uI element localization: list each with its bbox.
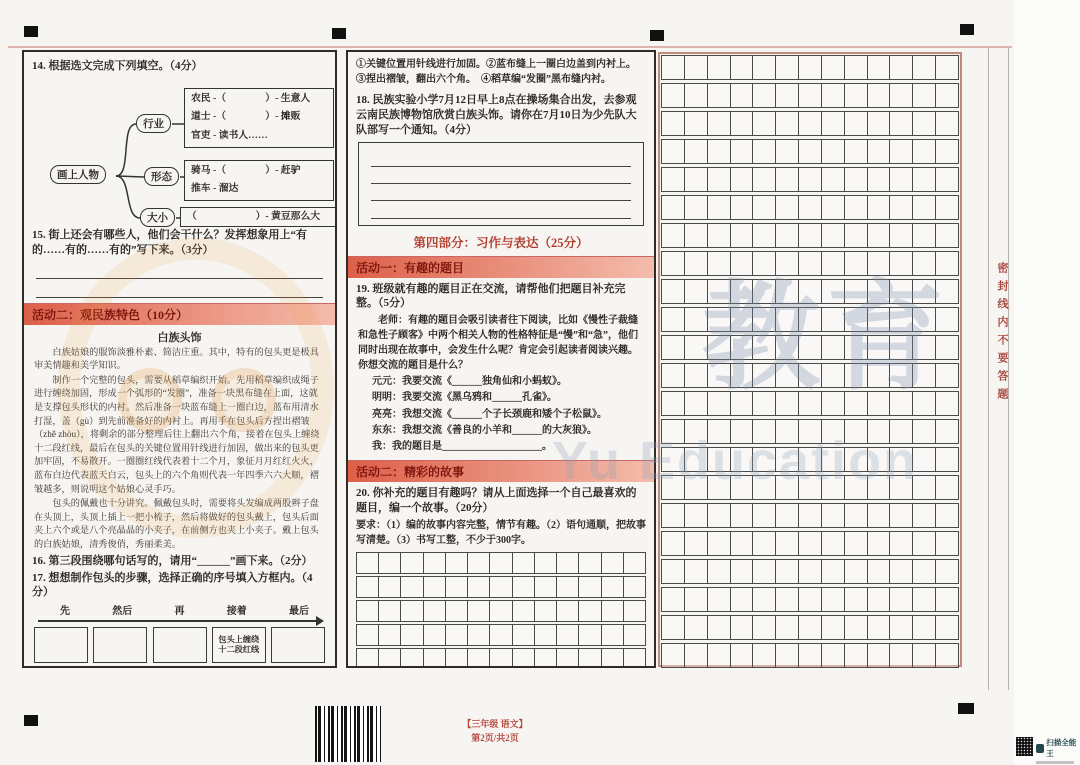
grid-row[interactable] xyxy=(661,447,959,472)
q20-writing-grid[interactable] xyxy=(356,552,646,668)
grid-row[interactable] xyxy=(661,587,959,612)
barcode xyxy=(315,706,381,762)
q17-answer-box-5[interactable] xyxy=(271,627,325,663)
q20-requirements: 要求：（1）编的故事内容完整，情节有趣。（2）语句通顺，把故事写清楚。（3）书写工整，不少于300字。 xyxy=(356,519,646,546)
scan-right-margin xyxy=(1014,0,1080,765)
grid-row[interactable] xyxy=(661,559,959,584)
grid-row[interactable] xyxy=(661,475,959,500)
q19-dialog-liangliang[interactable]: 亮亮：我想交流《______个子长颈鹿和矮个子松鼠》。 xyxy=(372,408,607,420)
footer-subject: 【三年级 语文】 xyxy=(462,719,528,729)
passage-paragraph-2: 制作一个完整的包头，需要从稻草编织开始。先用稻草编织成绳子进行缠绕加固，形成一个弧形的“发圈”，准备一块黑布缝在上面，这就是支撑包头形状的内衬。然后准备一块蓝布缝上一圈白边，蓝布用清水打湿，盖（gù）到先前准备好的内衬上。再用手在包头后方捏出褶皱（zhě zhòu），将剩余的部分整理后往上翻出六个角，接着在包头上缠绕十二段红线，最后在包头的关键位置用针线进行加固，做出来的包头更加牢固，不易散开。一圈圈红线代表着十二个月，象征月月红红火火，蓝布白边代表蓝天白云，包头上的六个角则代表一年四季六六大顺，褶皱越多，则说明这个姑娘心灵手巧。 xyxy=(34,374,320,494)
question-20-title: 20. 你补充的题目有趣吗？请从上面选择一个自己最喜欢的题目，编一个故事。（20分） xyxy=(356,487,637,514)
q18-writing-line[interactable] xyxy=(371,153,631,167)
q15-answer-line[interactable] xyxy=(36,260,323,279)
q14-branch-industry: 行业 xyxy=(136,114,171,133)
q17-answer-boxes xyxy=(32,627,327,663)
q14-size-box[interactable] xyxy=(180,207,336,227)
activity-1-banner: 活动一：有趣的题目 xyxy=(348,256,654,278)
registration-mark xyxy=(958,703,974,714)
registration-mark xyxy=(332,28,346,39)
qr-code-icon xyxy=(1016,737,1033,756)
q14-industry-item: 官吏 - 读书人…… xyxy=(191,130,268,142)
footer-page-number: 第2页/共2页 xyxy=(471,732,519,743)
question-17-title: 17. 想想制作包头的步骤，选择正确的序号填入方框内。（4分） xyxy=(32,571,313,599)
scanner-app-badge xyxy=(1016,737,1080,764)
q19-dialog-me[interactable]: 我：我的题目是____________________。 xyxy=(372,440,552,452)
seal-line-notice: 密封线内不要答题 xyxy=(996,262,1008,406)
q18-notice-writing-box[interactable] xyxy=(358,142,644,226)
q15-answer-line[interactable] xyxy=(36,279,323,298)
grid-row[interactable] xyxy=(661,55,959,80)
grid-row[interactable] xyxy=(661,111,959,136)
grid-row[interactable] xyxy=(356,600,646,622)
grid-row[interactable] xyxy=(356,648,646,668)
grid-row[interactable] xyxy=(356,624,646,646)
grid-row[interactable] xyxy=(661,503,959,528)
scanner-app-name: 扫描全能王 xyxy=(1046,738,1077,758)
activity-2-story-banner: 活动二：精彩的故事 xyxy=(348,460,654,482)
page-footer xyxy=(400,718,590,745)
grid-row[interactable] xyxy=(661,83,959,108)
q17-step-labels xyxy=(32,602,327,617)
q14-form-item: 骑马 -（ ）- 赶驴 xyxy=(191,164,301,176)
q18-writing-line[interactable] xyxy=(371,187,631,201)
q17-timeline-arrow xyxy=(38,620,317,622)
q17-answer-box-4-prefilled: 包头上缠绕十二段红线 xyxy=(212,627,266,663)
question-18-title: 18. 民族实验小学7月12日早上8点在操场集合出发，去参观云南民族博物馆欣赏白族头饰。请你在7月10日为少先队大队部写一个通知。（4分） xyxy=(356,94,637,136)
q17-step-label: 最后 xyxy=(289,606,309,618)
education-watermark-en: Yu Education xyxy=(552,431,919,491)
question-14-title: 14. 根据选文完成下列填空。（4分） xyxy=(32,60,203,72)
grid-row[interactable] xyxy=(661,391,959,416)
q14-branch-form: 形态 xyxy=(144,167,179,186)
scanner-app-subtext xyxy=(1036,761,1074,764)
q14-size-item: （ ）- 黄豆那么大 xyxy=(187,210,321,222)
essay-writing-grid[interactable] xyxy=(658,52,962,667)
q17-options-line-1: ①关键位置用针线进行加固。②蓝布缝上一圈白边盖到内衬上。 xyxy=(356,59,636,70)
question-16-title: 16. 第三段围绕哪句话写的，请用“______”画下来。（2分） xyxy=(32,554,313,567)
q18-writing-line[interactable] xyxy=(371,170,631,184)
q18-writing-line[interactable] xyxy=(371,205,631,219)
scanner-app-icon xyxy=(1036,744,1044,753)
q14-form-box[interactable] xyxy=(184,160,334,201)
q17-step-label: 再 xyxy=(174,606,185,618)
reading-passage-title: 白族头饰 xyxy=(157,331,202,344)
q17-step-label: 然后 xyxy=(112,606,133,618)
grid-row[interactable] xyxy=(661,307,959,332)
activity-2-banner: 活动二：观民族特色（10分） xyxy=(24,303,335,325)
q17-answer-box-2[interactable] xyxy=(93,627,147,663)
q19-dialog-dongdong[interactable]: 东东：我想交流《善良的小羊和______的大灰狼》。 xyxy=(372,424,597,436)
question-15-title: 15. 街上还会有哪些人，他们会干什么？发挥想象用上“有的……有的……有的”写下来。（3分） xyxy=(32,228,307,256)
passage-paragraph-1: 白族姑娘的服饰淡雅朴素、简洁庄重。其中，特有的包头更是极具审美情趣和美学知识。 xyxy=(34,346,319,371)
q14-root-node: 画上人物 xyxy=(50,165,106,184)
q14-mind-map xyxy=(32,76,327,226)
grid-row[interactable] xyxy=(661,167,959,192)
question-19-title: 19. 班级就有趣的题目正在交流，请帮他们把题目补充完整。（5分） xyxy=(356,282,626,310)
grid-row[interactable] xyxy=(661,279,959,304)
middle-question-column xyxy=(346,50,656,668)
q19-dialog-yuanyuan[interactable]: 元元：我要交流《______独角仙和小蚂蚁》。 xyxy=(372,376,567,388)
registration-mark xyxy=(960,24,974,35)
grid-row[interactable] xyxy=(356,552,646,574)
q17-answer-box-3[interactable] xyxy=(153,627,207,663)
sheet-top-frame-line xyxy=(8,46,1012,48)
registration-mark xyxy=(24,26,38,37)
education-watermark-cn: 教育 xyxy=(702,272,951,404)
q14-branch-size: 大小 xyxy=(140,208,175,227)
grid-row[interactable] xyxy=(661,643,959,668)
grid-row[interactable] xyxy=(661,223,959,248)
grid-row[interactable] xyxy=(661,531,959,556)
registration-mark xyxy=(24,715,38,726)
grid-row[interactable] xyxy=(356,576,646,598)
grid-row[interactable] xyxy=(661,251,959,276)
part-4-heading: 第四部分：习作与表达（25分） xyxy=(413,235,589,250)
grid-row[interactable] xyxy=(661,335,959,360)
q14-industry-box[interactable] xyxy=(184,88,334,148)
q19-teacher-line: 老师：有趣的题目会吸引读者往下阅读，比如《慢性子裁缝和急性子顾客》中两个相关人物的性格特征是“慢”和“急”，他们同时出现在故事中，会发生什么呢？肯定会引起读者阅读兴趣。你想交流的题目是什么？ xyxy=(358,315,638,372)
grid-row[interactable] xyxy=(661,363,959,388)
left-question-column xyxy=(22,50,337,668)
q14-industry-item: 道士 -（ ）- 摊贩 xyxy=(191,111,301,123)
q17-answer-box-1[interactable] xyxy=(34,627,88,663)
q14-industry-item: 农民 -（ ）- 生意人 xyxy=(191,92,311,104)
registration-mark xyxy=(650,30,664,41)
q17-step-label: 先 xyxy=(60,606,70,618)
grid-row[interactable] xyxy=(661,139,959,164)
q17-step-label: 接着 xyxy=(226,606,247,618)
q19-dialog-mingming[interactable]: 明明：我要交流《黑乌鸦和______孔雀》。 xyxy=(372,392,557,404)
grid-row[interactable] xyxy=(661,195,959,220)
q14-form-item: 推车 - 溜达 xyxy=(191,183,239,195)
q17-options-line-2: ③捏出褶皱，翻出六个角。 ④稻草编“发圈”黑布缝内衬。 xyxy=(356,74,611,85)
passage-paragraph-3: 包头的佩戴也十分讲究。佩戴包头时，需要将头发编成两股辫子盘在头顶上，头顶上插上一把小梳子，然后将做好的包头戴上，包头后面夹上六个或是八个亮晶晶的小夹子，在前侧方也夹上小夹子。戴上包头的白族姑娘，清秀俊俏，秀丽柔美。 xyxy=(34,498,319,550)
grid-row[interactable] xyxy=(661,419,959,444)
grid-row[interactable] xyxy=(661,615,959,640)
